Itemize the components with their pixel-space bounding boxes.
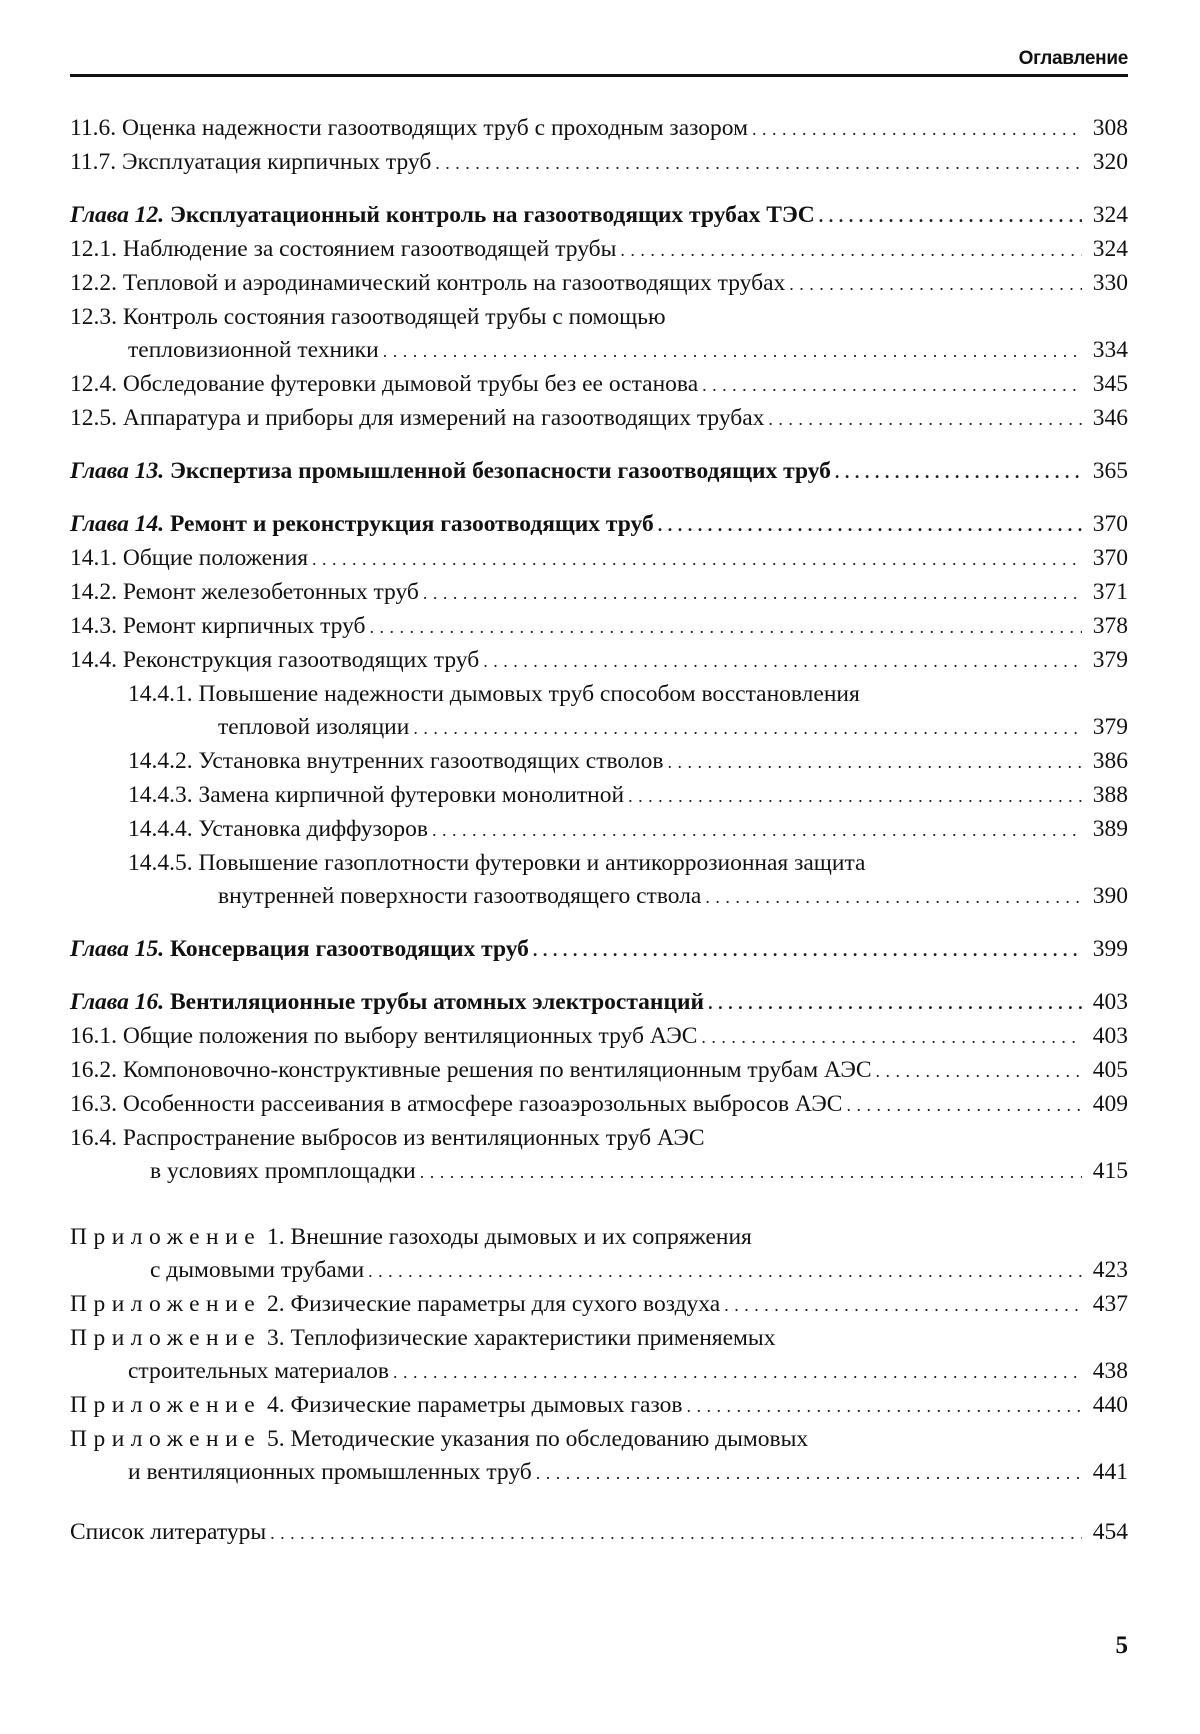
entry-page: 365: [1092, 458, 1128, 484]
leader-dots: [413, 712, 1082, 745]
entry-number: 11.6.: [70, 115, 117, 141]
toc-entry[interactable]: [70, 301, 1128, 368]
entry-title: Физические параметры дымовых газов: [290, 1392, 683, 1418]
toc-subentry[interactable]: [70, 779, 1128, 813]
entry-title: Наблюдение за состоянием газоотводящей трубы: [122, 236, 617, 262]
appendix-word: Приложение: [70, 1426, 262, 1452]
toc-bibliography[interactable]: [70, 1516, 1128, 1550]
entry-page: 438: [1092, 1358, 1128, 1384]
leader-dots: [846, 1089, 1082, 1122]
chapter-prefix: Глава 12.: [70, 202, 165, 228]
entry-page: 454: [1092, 1519, 1128, 1545]
entry-title: Ремонт кирпичных труб: [122, 613, 366, 639]
entry-page: 324: [1092, 236, 1128, 262]
entry-title-line2: тепловизионной техники: [128, 337, 379, 363]
entry-title: Особенности рассеивания в атмосфере газоаэрозольных выбросов АЭС: [122, 1091, 843, 1117]
leader-dots: [383, 335, 1082, 368]
entry-number: 14.4.1.: [128, 681, 193, 707]
appendix-word: Приложение: [70, 1291, 262, 1317]
running-header: Оглавление: [1018, 48, 1128, 69]
toc-entry[interactable]: [70, 112, 1128, 146]
entry-number: 16.1.: [70, 1023, 117, 1049]
chapter-prefix: Глава 14.: [70, 511, 165, 537]
chapter-title: Эксплуатационный контроль на газоотводящих трубах ТЭС: [169, 202, 815, 228]
entry-number: 14.4.3.: [128, 782, 193, 808]
entry-page: 346: [1092, 405, 1128, 431]
entry-number: 14.3.: [70, 613, 117, 639]
entry-number: 12.5.: [70, 405, 117, 431]
leader-dots: [536, 1457, 1082, 1490]
toc-entry[interactable]: [70, 1020, 1128, 1054]
toc-entry[interactable]: [70, 146, 1128, 180]
entry-page: 334: [1092, 337, 1128, 363]
entry-page: 379: [1092, 647, 1128, 673]
toc-entry[interactable]: [70, 610, 1128, 644]
toc-appendix[interactable]: [70, 1221, 1128, 1288]
leader-dots: [435, 147, 1082, 180]
leader-dots: [533, 934, 1082, 967]
toc-entry[interactable]: [70, 233, 1128, 267]
leader-dots: [789, 268, 1082, 301]
entry-number: 12.4.: [70, 371, 117, 397]
toc-subentry[interactable]: [70, 745, 1128, 779]
toc-entry[interactable]: [70, 1054, 1128, 1088]
toc-entry[interactable]: [70, 542, 1128, 576]
chapter-title: Вентиляционные трубы атомных электростанций: [169, 989, 705, 1015]
entry-page: 390: [1092, 883, 1128, 909]
toc-appendix[interactable]: [70, 1389, 1128, 1423]
entry-title: Замена кирпичной футеровки монолитной: [198, 782, 625, 808]
leader-dots: [628, 780, 1082, 813]
leader-dots: [658, 509, 1082, 542]
entry-title: Установка внутренних газоотводящих стволов: [198, 748, 664, 774]
entry-title-line2: с дымовыми трубами: [150, 1257, 365, 1283]
entry-title: Физические параметры для сухого воздуха: [290, 1291, 721, 1317]
leader-dots: [876, 1055, 1082, 1088]
toc-appendix[interactable]: [70, 1423, 1128, 1490]
leader-dots: [708, 987, 1082, 1020]
toc-appendix[interactable]: [70, 1322, 1128, 1389]
toc-chapter[interactable]: [70, 455, 1128, 489]
leader-dots: [819, 200, 1082, 233]
leader-dots: [420, 1156, 1082, 1189]
toc-chapter[interactable]: [70, 508, 1128, 542]
table-of-contents: [70, 112, 1128, 1550]
leader-dots: [835, 456, 1082, 489]
chapter-prefix: Глава 15.: [70, 936, 165, 962]
entry-title: Эксплуатация кирпичных труб: [122, 149, 432, 175]
entry-page: 403: [1092, 989, 1128, 1015]
entry-page: 324: [1092, 202, 1128, 228]
chapter-prefix: Глава 13.: [70, 458, 165, 484]
entry-page: 388: [1092, 782, 1128, 808]
leader-dots: [370, 611, 1082, 644]
entry-page: 379: [1092, 714, 1128, 740]
entry-page: 403: [1092, 1023, 1128, 1049]
leader-dots: [393, 1356, 1082, 1389]
entry-title-line2: и вентиляционных промышленных труб: [128, 1459, 532, 1485]
entry-number: 16.2.: [70, 1057, 117, 1083]
entry-number: 2.: [267, 1291, 285, 1317]
leader-dots: [312, 543, 1082, 576]
leader-dots: [752, 113, 1082, 146]
toc-entry[interactable]: [70, 368, 1128, 402]
entry-page: 371: [1092, 579, 1128, 605]
toc-chapter[interactable]: [70, 199, 1128, 233]
toc-chapter[interactable]: [70, 986, 1128, 1020]
toc-subentry[interactable]: [70, 813, 1128, 847]
appendix-word: Приложение: [70, 1392, 262, 1418]
entry-page: 386: [1092, 748, 1128, 774]
entry-number: 16.3.: [70, 1091, 117, 1117]
entry-title: Общие положения по выбору вентиляционных труб АЭС: [122, 1023, 698, 1049]
leader-dots: [620, 234, 1082, 267]
entry-number: 4.: [267, 1392, 285, 1418]
leader-dots: [368, 1255, 1082, 1288]
leader-dots: [724, 1289, 1082, 1322]
leader-dots: [705, 881, 1082, 914]
leader-dots: [667, 746, 1082, 779]
entry-title: Общие положения: [122, 545, 309, 571]
entry-number: 11.7.: [70, 149, 117, 175]
entry-title-line1: Распространение выбросов из вентиляционных труб АЭС: [122, 1125, 705, 1151]
chapter-title: Ремонт и реконструкция газоотводящих труб: [169, 511, 654, 537]
entry-title: Реконструкция газоотводящих труб: [122, 647, 480, 673]
toc-entry[interactable]: [70, 402, 1128, 436]
entry-page: 308: [1092, 115, 1128, 141]
appendix-word: Приложение: [70, 1325, 262, 1351]
entry-number: 12.3.: [70, 304, 117, 330]
entry-number: 14.4.5.: [128, 850, 193, 876]
entry-title-line2: тепловой изоляции: [218, 714, 410, 740]
leader-dots: [270, 1517, 1082, 1550]
entry-title-line2: внутренней поверхности газоотводящего ствола: [218, 883, 702, 909]
entry-title: Список литературы: [70, 1519, 267, 1545]
entry-page: 370: [1092, 511, 1128, 537]
toc-entry[interactable]: [70, 267, 1128, 301]
entry-page: 345: [1092, 371, 1128, 397]
toc-appendix[interactable]: [70, 1288, 1128, 1322]
toc-subentry[interactable]: [70, 847, 1128, 914]
leader-dots: [423, 577, 1082, 610]
entry-number: 1.: [267, 1224, 285, 1250]
entry-number: 14.4.4.: [128, 816, 193, 842]
toc-entry[interactable]: [70, 644, 1128, 678]
header-rule: [70, 74, 1128, 77]
entry-page: 415: [1092, 1158, 1128, 1184]
page-number: 5: [1115, 1632, 1128, 1659]
toc-entry[interactable]: [70, 1122, 1128, 1189]
entry-title-line1: Повышение газоплотности футеровки и антикоррозионная защита: [198, 850, 866, 876]
entry-page: 423: [1092, 1257, 1128, 1283]
entry-page: 378: [1092, 613, 1128, 639]
entry-number: 12.1.: [70, 236, 117, 262]
leader-dots: [686, 1390, 1082, 1423]
entry-number: 14.1.: [70, 545, 117, 571]
entry-number: 14.2.: [70, 579, 117, 605]
entry-title-line1: Контроль состояния газоотводящей трубы с помощью: [122, 304, 666, 330]
leader-dots: [702, 369, 1082, 402]
entry-page: 389: [1092, 816, 1128, 842]
chapter-title: Экспертиза промышленной безопасности газоотводящих труб: [169, 458, 831, 484]
entry-title: Обследование футеровки дымовой трубы без ее останова: [122, 371, 699, 397]
entry-title: Ремонт железобетонных труб: [122, 579, 419, 605]
entry-number: 5.: [267, 1426, 285, 1452]
entry-page: 409: [1092, 1091, 1128, 1117]
appendix-word: Приложение: [70, 1224, 262, 1250]
leader-dots: [432, 814, 1082, 847]
entry-page: 441: [1092, 1459, 1128, 1485]
entry-page: 399: [1092, 936, 1128, 962]
entry-title-line1: Методические указания по обследованию дымовых: [290, 1426, 809, 1452]
chapter-prefix: Глава 16.: [70, 989, 165, 1015]
entry-title-line2: в условиях промплощадки: [150, 1158, 416, 1184]
leader-dots: [483, 645, 1082, 678]
entry-title: Оценка надежности газоотводящих труб с проходным зазором: [122, 115, 748, 141]
entry-page: 330: [1092, 270, 1128, 296]
entry-page: 440: [1092, 1392, 1128, 1418]
entry-number: 12.2.: [70, 270, 117, 296]
entry-number: 3.: [267, 1325, 285, 1351]
entry-number: 16.4.: [70, 1125, 117, 1151]
entry-page: 320: [1092, 149, 1128, 175]
leader-dots: [701, 1021, 1082, 1054]
entry-title: Тепловой и аэродинамический контроль на газоотводящих трубах: [122, 270, 786, 296]
chapter-title: Консервация газоотводящих труб: [169, 936, 529, 962]
entry-page: 405: [1092, 1057, 1128, 1083]
entry-title: Установка диффузоров: [198, 816, 429, 842]
entry-title-line1: Повышение надежности дымовых труб способом восстановления: [198, 681, 860, 707]
toc-subentry[interactable]: [70, 678, 1128, 745]
entry-title: Компоновочно-конструктивные решения по вентиляционным трубам АЭС: [122, 1057, 872, 1083]
toc-entry[interactable]: [70, 1088, 1128, 1122]
entry-page: 437: [1092, 1291, 1128, 1317]
toc-entry[interactable]: [70, 576, 1128, 610]
entry-title-line1: Теплофизические характеристики применяемых: [290, 1325, 776, 1351]
leader-dots: [768, 403, 1082, 436]
toc-chapter[interactable]: [70, 933, 1128, 967]
entry-number: 14.4.: [70, 647, 117, 673]
entry-title-line1: Внешние газоходы дымовых и их сопряжения: [290, 1224, 752, 1250]
entry-page: 370: [1092, 545, 1128, 571]
entry-title-line2: строительных материалов: [128, 1358, 389, 1384]
entry-title: Аппаратура и приборы для измерений на газоотводящих трубах: [122, 405, 765, 431]
entry-number: 14.4.2.: [128, 748, 193, 774]
